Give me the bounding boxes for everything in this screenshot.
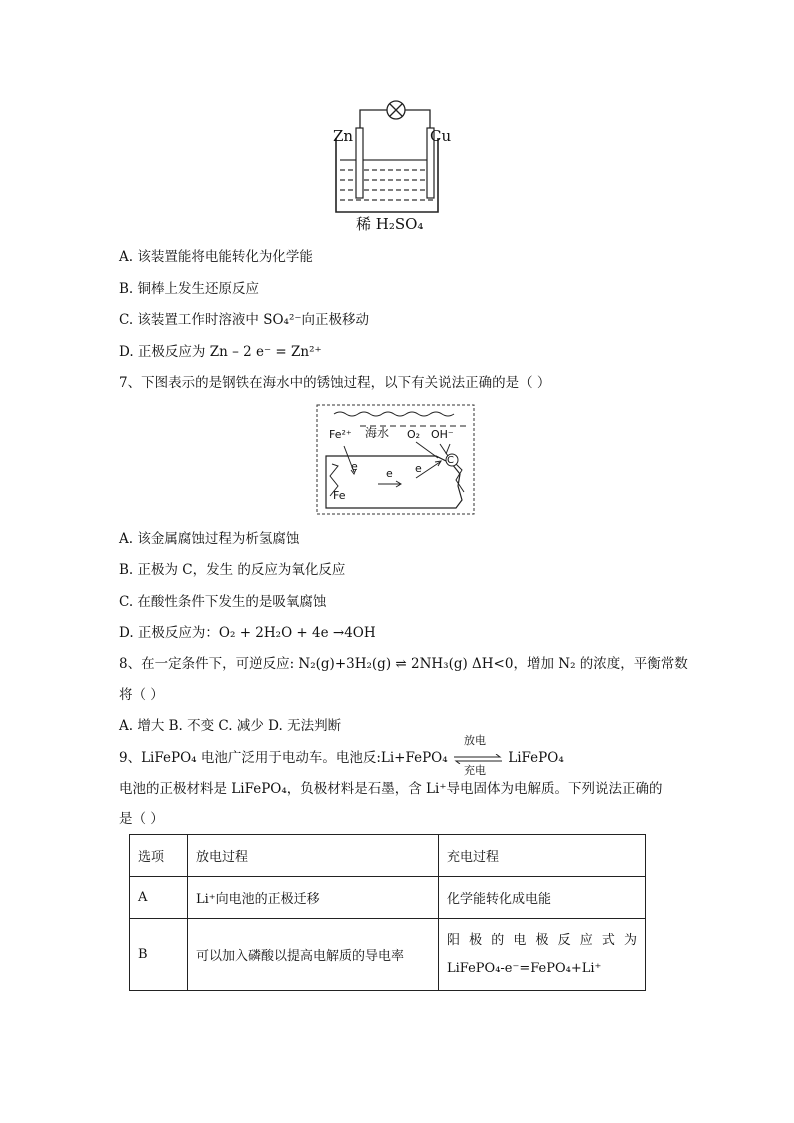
- q8-stem-line2: 将（ ）: [119, 687, 164, 703]
- q6-option-b: B. 铜棒上发生还原反应: [119, 281, 260, 297]
- carbon-label: C: [447, 455, 454, 466]
- q7-option-d: D. 正极反应为：O₂ + 2H₂O + 4e →4OH: [119, 625, 376, 641]
- arrow-bottom-label: 充电: [463, 763, 486, 777]
- q7-option-b: B. 正极为 C，发生 的反应为氧化反应: [119, 562, 346, 578]
- reversible-arrow-icon: [452, 754, 504, 764]
- q9-options-table: [129, 834, 646, 991]
- row-a-charge: 化学能转化成电能: [439, 877, 646, 919]
- row-b-discharge: 可以加入磷酸以提高电解质的导电率: [188, 919, 439, 991]
- table-header-row: [130, 835, 646, 877]
- electrolyte-label: 稀 H₂SO₄: [356, 215, 424, 233]
- q8-stem-line1: 8、在一定条件下，可逆反应: N₂(g)+3H₂(g) ⇌ 2NH₃(g) ΔH<0，增加 N₂ 的浓度，平衡常数: [119, 656, 688, 672]
- row-b-charge: [439, 919, 646, 991]
- fe2-label: Fe²⁺: [329, 428, 352, 441]
- q7-stem: 7、下图表示的是钢铁在海水中的锈蚀过程，以下有关说法正确的是（ ）: [119, 375, 551, 391]
- row-a-option: A: [130, 877, 188, 919]
- cu-label: Cu: [430, 127, 452, 145]
- fe-label: Fe: [333, 489, 346, 502]
- table-row: [130, 919, 646, 991]
- q9-stem-prefix: 9、LiFePO₄ 电池广泛用于电动车。电池反:Li+FePO₄: [119, 750, 448, 766]
- row-a-discharge: Li⁺向电池的正极迁移: [188, 877, 439, 919]
- discharge-charge-arrow: [452, 733, 504, 777]
- lamp-icon: [387, 101, 405, 119]
- o2-label: O₂: [407, 428, 421, 441]
- zn-label: Zn: [333, 127, 354, 145]
- q8-options: A. 增大 B. 不变 C. 减少 D. 无法判断: [119, 718, 342, 734]
- table-row: [130, 877, 646, 919]
- arrow-top-label: 放电: [463, 733, 486, 747]
- seawater-label: 海水: [365, 426, 390, 440]
- row-b-charge-line2: LiFePO₄-e⁻=FePO₄+Li⁺: [447, 960, 602, 976]
- q9-stem-suffix: LiFePO₄: [508, 750, 564, 766]
- q6-option-a: A. 该装置能将电能转化为化学能: [119, 249, 313, 265]
- oh-label: OH⁻: [431, 428, 454, 441]
- q9-line2: 电池的正极材料是 LiFePO₄，负极材料是石墨，含 Li⁺导电固体为电解质。下列说法正确的: [119, 781, 663, 797]
- header-charge: 充电过程: [439, 835, 646, 877]
- q9-line3: 是（ ）: [119, 811, 164, 827]
- electron-label-2: e: [386, 467, 393, 480]
- q7-option-c: C. 在酸性条件下发生的是吸氧腐蚀: [119, 594, 327, 610]
- zinc-electrode: [356, 128, 363, 198]
- header-discharge: 放电过程: [188, 835, 439, 877]
- q6-option-d: D. 正极反应为 Zn – 2 e⁻ = Zn²⁺: [119, 344, 322, 360]
- q7-option-a: A. 该金属腐蚀过程为析氢腐蚀: [119, 531, 300, 547]
- row-b-charge-line1: 阳 极 的 电 极 反 应 式 为: [447, 932, 637, 948]
- row-b-option: B: [130, 919, 188, 991]
- electron-label-3: e: [415, 462, 422, 475]
- q6-option-c: C. 该装置工作时溶液中 SO₄²⁻向正极移动: [119, 312, 369, 328]
- electron-label-1: e: [351, 460, 358, 473]
- header-option: 选项: [130, 835, 188, 877]
- q9-stem: [119, 733, 564, 777]
